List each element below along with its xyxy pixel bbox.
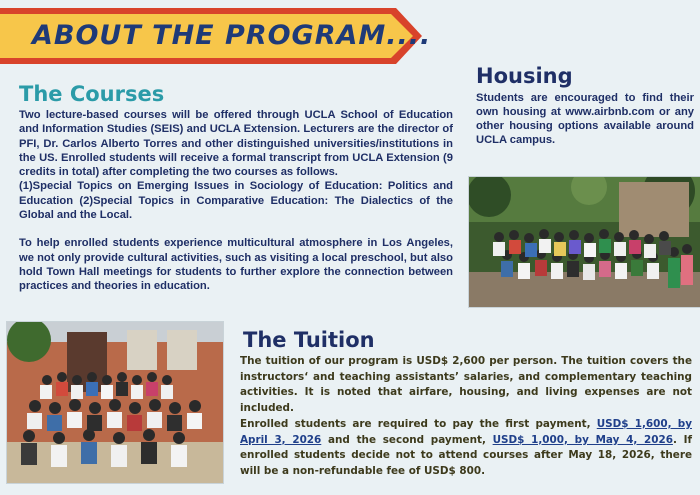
- housing-heading: Housing: [476, 64, 573, 88]
- tuition-heading: The Tuition: [243, 328, 375, 352]
- second-payment: USD$ 1,000, by May 4, 2026: [492, 433, 673, 446]
- tuition-paragraph-1: The tuition of our program is USD$ 2,600 per person. The tuition covers the instructors‘ and teaching assistants’ salaries, and complementary teaching activities. It is noted that airfare, housing, and living expenses are not included.: [240, 355, 692, 415]
- group-photo-outdoor: [468, 176, 700, 308]
- courses-paragraph-1: Two lecture-based courses will be offered through UCLA School of Education and Information Studies (SEIS) and UCLA Extension. Lecturers are the director of PFI, Dr. Carlos Alberto Torres and other distinguished universities/institutions in the US. Enrolled students will receive a formal transcript from UCLA Extension (9 credits in total) after completing the two courses as follows.: [19, 109, 453, 179]
- courses-paragraph-3: To help enrolled students experience multicultural atmosphere in Los Angeles, we not only provide cultural activities, such as visiting a local preschool, but also hold Town Hall meetings for students to further explore the connection between practices and theories in education.: [19, 237, 453, 293]
- title-banner: [0, 6, 432, 66]
- tuition-text-c: . If enrolled students decide not to attend courses after May 18, 2026, there will be a non-refundable fee of USD$ 800.: [240, 433, 692, 477]
- tuition-text-b: and the second payment,: [321, 433, 493, 446]
- courses-text: [19, 108, 453, 294]
- housing-text: [476, 91, 694, 147]
- courses-paragraph-2: (1)Special Topics on Emerging Issues in Sociology of Education: Politics and Education (2)Special Topics in Comparative Education: The Dialectics of the Global and the Local.: [19, 180, 453, 222]
- courses-heading: The Courses: [19, 82, 165, 106]
- tuition-paragraph-2: [240, 417, 692, 480]
- first-payment: USD$ 1,600, by April 3, 2026: [240, 417, 692, 446]
- tuition-text-a: Enrolled students are required to pay the first payment,: [240, 417, 597, 430]
- tuition-text: [240, 354, 692, 480]
- page-title: ABOUT THE PROGRAM....: [32, 20, 432, 51]
- group-photo-campus: [6, 321, 224, 484]
- housing-paragraph: Students are encouraged to find their own housing at www.airbnb.com or any other housing options available around UCLA campus.: [476, 92, 694, 146]
